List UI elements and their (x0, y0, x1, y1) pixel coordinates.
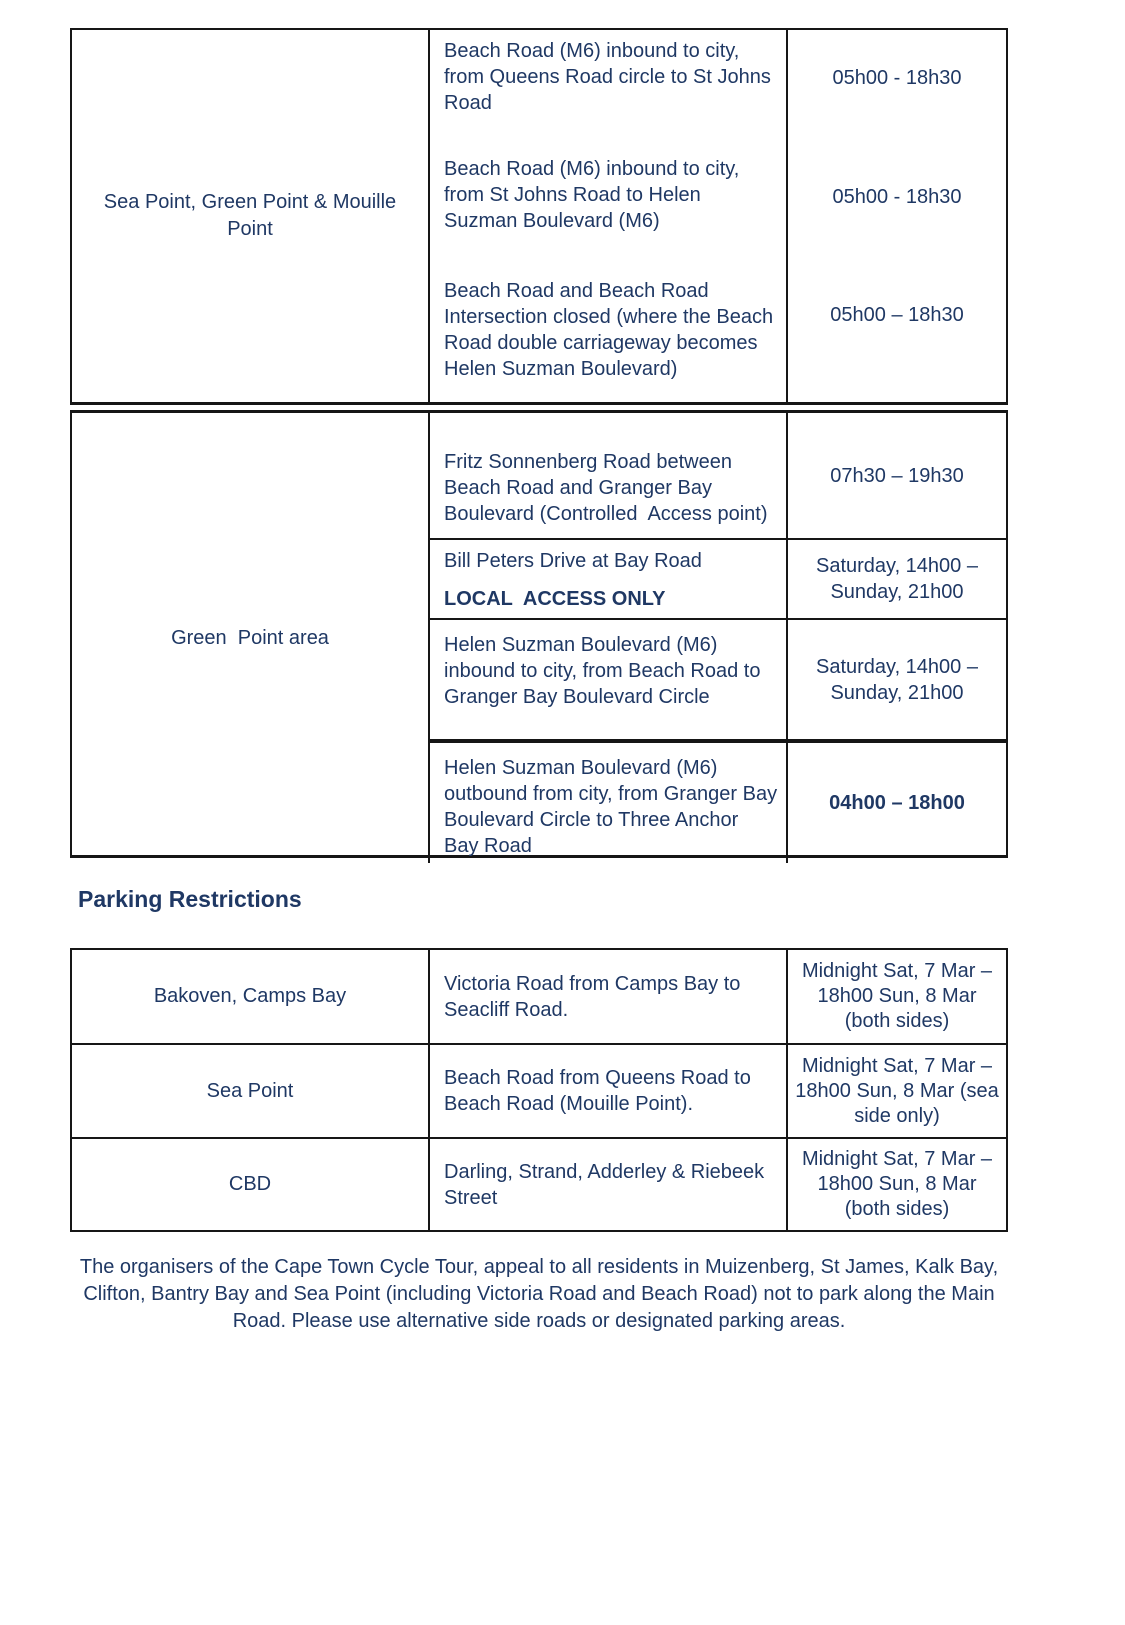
road-closures-table-green-point (70, 410, 1008, 858)
road-entry: Beach Road (M6) inbound to city, from Queens Road circle to St Johns Road (444, 40, 771, 114)
parking-area-label: Sea Point (206, 1079, 294, 1102)
road-cell (430, 618, 788, 739)
time-cell (788, 538, 1006, 618)
closure-time: 07h30 – 19h30 (830, 464, 964, 487)
parking-road: Darling, Strand, Adderley & Riebeek Street (444, 1160, 765, 1209)
road-entry: Bill Peters Drive at Bay Road (444, 550, 702, 572)
road-entry: Helen Suzman Boulevard (M6) inbound to city, from Beach Road to Granger Bay Boulevard Circle (444, 634, 761, 708)
road-cell (430, 739, 788, 863)
road-entry: Fritz Sonnenberg Road between Beach Road and Granger Bay Boulevard (Controlled Access point) (444, 451, 768, 525)
closure-time: Saturday, 14h00 – Sunday, 21h00 (816, 655, 978, 704)
parking-road: Beach Road from Queens Road to Beach Road (Mouille Point). (444, 1067, 751, 1115)
area-label: Sea Point, Green Point & Mouille Point (103, 191, 397, 240)
parking-restrictions-table (70, 948, 1008, 1232)
parking-road-cell (430, 950, 788, 1043)
time-cell (788, 618, 1006, 739)
parking-road-cell (430, 1043, 788, 1137)
closure-time: 05h00 - 18h30 (832, 186, 962, 208)
closure-time: 05h00 - 18h30 (832, 67, 962, 89)
parking-time-cell (788, 1043, 1006, 1137)
parking-restrictions-heading: Parking Restrictions (78, 886, 302, 912)
parking-time: Midnight Sat, 7 Mar – 18h00 Sun, 8 Mar (both sides) (801, 960, 993, 1032)
parking-road: Victoria Road from Camps Bay to Seacliff Road. (444, 972, 741, 1021)
parking-area-cell (72, 1137, 430, 1230)
parking-time: Midnight Sat, 7 Mar – 18h00 Sun, 8 Mar (both sides) (801, 1148, 993, 1220)
area-cell-green-point (72, 413, 430, 863)
area-label: Green Point area (171, 626, 329, 649)
closure-time: Saturday, 14h00 – Sunday, 21h00 (816, 555, 978, 603)
time-cell (788, 739, 1006, 863)
road-entry: Helen Suzman Boulevard (M6) outbound from city, from Granger Bay Boulevard Circle to Three Anchor Bay Road (444, 757, 778, 857)
road-access-note: LOCAL ACCESS ONLY (444, 588, 666, 610)
parking-time-cell (788, 950, 1006, 1043)
parking-road-cell (430, 1137, 788, 1230)
road-entry: Beach Road (M6) inbound to city, from St Johns Road to Helen Suzman Boulevard (M6) (444, 158, 740, 232)
parking-time-cell (788, 1137, 1006, 1230)
organisers-appeal-note: The organisers of the Cape Town Cycle Tour, appeal to all residents in Muizenberg, St James, Kalk Bay, Clifton, Bantry Bay and Sea Point (including Victoria Road and Beach Road) not to park along the Main Road. Please use alternative side roads or designated parking areas. (79, 1256, 999, 1332)
road-cell (430, 413, 788, 538)
roads-column (430, 30, 788, 402)
time-cell (788, 413, 1006, 538)
road-closures-table-sea-point (70, 28, 1008, 405)
area-cell-sea-point (72, 30, 430, 402)
parking-area-cell (72, 950, 430, 1043)
closure-time: 05h00 – 18h30 (830, 304, 964, 326)
road-cell (430, 538, 788, 618)
parking-area-label: Bakoven, Camps Bay (153, 985, 347, 1007)
closure-time: 04h00 – 18h00 (829, 792, 965, 814)
parking-area-label: CBD (228, 1173, 272, 1195)
times-column (788, 30, 1006, 402)
parking-time: Midnight Sat, 7 Mar – 18h00 Sun, 8 Mar (sea side only) (795, 1054, 999, 1127)
road-entry: Beach Road and Beach Road Intersection closed (where the Beach Road double carriageway becomes Helen Suzman Boulevard) (444, 280, 774, 380)
parking-area-cell (72, 1043, 430, 1137)
